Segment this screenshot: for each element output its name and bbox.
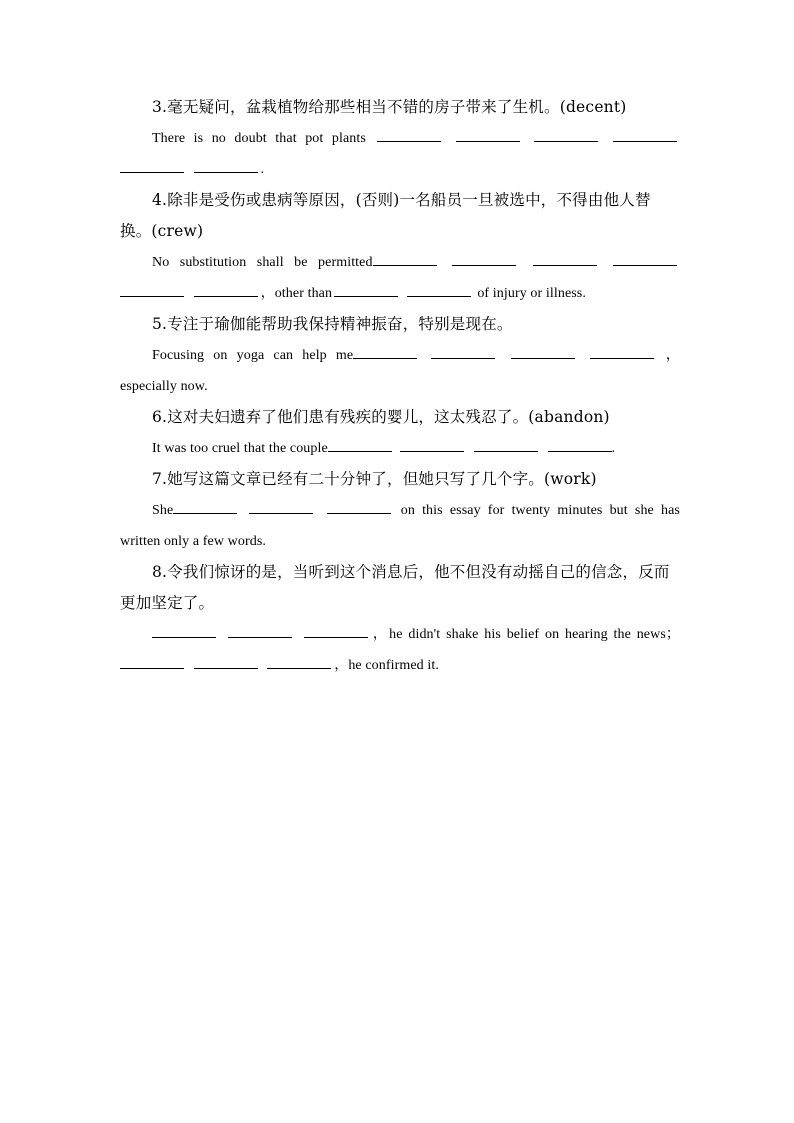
answer-blank[interactable] — [452, 251, 516, 266]
answer-blank[interactable] — [120, 158, 184, 173]
item-7-chinese: 7.她写这篇文章已经有二十分钟了，但她只写了几个字。(work) — [152, 470, 597, 488]
item-5-english-text: Focusing on yoga can help me — [152, 348, 354, 363]
answer-blank[interactable] — [377, 127, 441, 142]
answer-blank[interactable] — [327, 499, 391, 514]
answer-blank[interactable] — [120, 282, 184, 297]
item-8-chinese-line-1: 8.令我们惊讶的是，当听到这个消息后，他不但没有动摇自己的信念，反而 — [152, 563, 670, 581]
item-7-english-text: She — [152, 503, 174, 518]
answer-blank[interactable] — [431, 344, 495, 359]
answer-blank[interactable] — [328, 437, 392, 452]
answer-blank[interactable] — [228, 623, 292, 638]
item-3-chinese: 3.毫无疑问，盆栽植物给那些相当不错的房子带来了生机。(decent) — [152, 98, 627, 116]
answer-blank[interactable] — [613, 127, 677, 142]
answer-blank[interactable] — [373, 251, 437, 266]
answer-blank[interactable] — [173, 499, 237, 514]
item-8-english-line-2 — [120, 650, 680, 681]
answer-blank[interactable] — [456, 127, 520, 142]
item-5-english-line-1 — [120, 340, 680, 371]
answer-blank[interactable] — [400, 437, 464, 452]
item-6-chinese: 6.这对夫妇遗弃了他们患有残疾的婴儿，这太残忍了。(abandon) — [152, 408, 610, 426]
item-8-chinese-line-2: 更加坚定了。 — [120, 594, 215, 612]
answer-blank[interactable] — [613, 251, 677, 266]
answer-blank[interactable] — [194, 654, 258, 669]
answer-blank[interactable] — [534, 127, 598, 142]
item-6-english-period: . — [611, 441, 616, 456]
item-4-english-line-1 — [120, 247, 680, 278]
answer-blank[interactable] — [407, 282, 471, 297]
answer-blank[interactable] — [334, 282, 398, 297]
answer-blank[interactable] — [590, 344, 654, 359]
item-6-english-line-1 — [120, 433, 680, 464]
item-5-english-comma: ， — [665, 348, 680, 363]
answer-blank[interactable] — [474, 437, 538, 452]
item-4-english-end: of injury or illness. — [477, 286, 586, 301]
item-4-chinese-line-2: 换。(crew) — [120, 222, 204, 240]
item-7-english-line-1 — [120, 495, 680, 526]
item-8-english-mid: ，he didn't shake his belief on hearing the news； — [370, 627, 680, 642]
answer-blank[interactable] — [511, 344, 575, 359]
item-7-english-mid: on this essay for twenty minutes but she has — [400, 503, 680, 518]
item-4-chinese-line-1: 4.除非是受伤或患病等原因，(否则)一名船员一旦被选中，不得由他人替 — [152, 191, 651, 209]
item-3-english-line-1 — [120, 123, 680, 154]
answer-blank[interactable] — [267, 654, 331, 669]
item-4-english-line-2 — [120, 278, 680, 309]
item-5-english-line-2: especially now. — [120, 379, 208, 394]
item-4-english-text: No substitution shall be permitted — [152, 255, 373, 270]
item-8-english-end: ，he confirmed it. — [334, 658, 439, 673]
item-6-english-text: It was too cruel that the couple — [152, 441, 328, 456]
answer-blank[interactable] — [120, 654, 184, 669]
answer-blank[interactable] — [304, 623, 368, 638]
answer-blank[interactable] — [194, 158, 258, 173]
item-7-english-line-2: written only a few words. — [120, 534, 266, 549]
answer-blank[interactable] — [548, 437, 612, 452]
answer-blank[interactable] — [152, 623, 216, 638]
item-8-english-line-1 — [120, 619, 680, 650]
item-5-chinese: 5.专注于瑜伽能帮助我保持精神振奋，特别是现在。 — [152, 315, 513, 333]
answer-blank[interactable] — [249, 499, 313, 514]
answer-blank[interactable] — [353, 344, 417, 359]
answer-blank[interactable] — [194, 282, 258, 297]
item-3-english-text: There is no doubt that pot plants — [152, 131, 366, 146]
item-4-english-mid: ，other than — [260, 286, 333, 301]
exercise-page — [120, 92, 680, 681]
item-3-english-line-2: . — [120, 154, 680, 185]
answer-blank[interactable] — [533, 251, 597, 266]
